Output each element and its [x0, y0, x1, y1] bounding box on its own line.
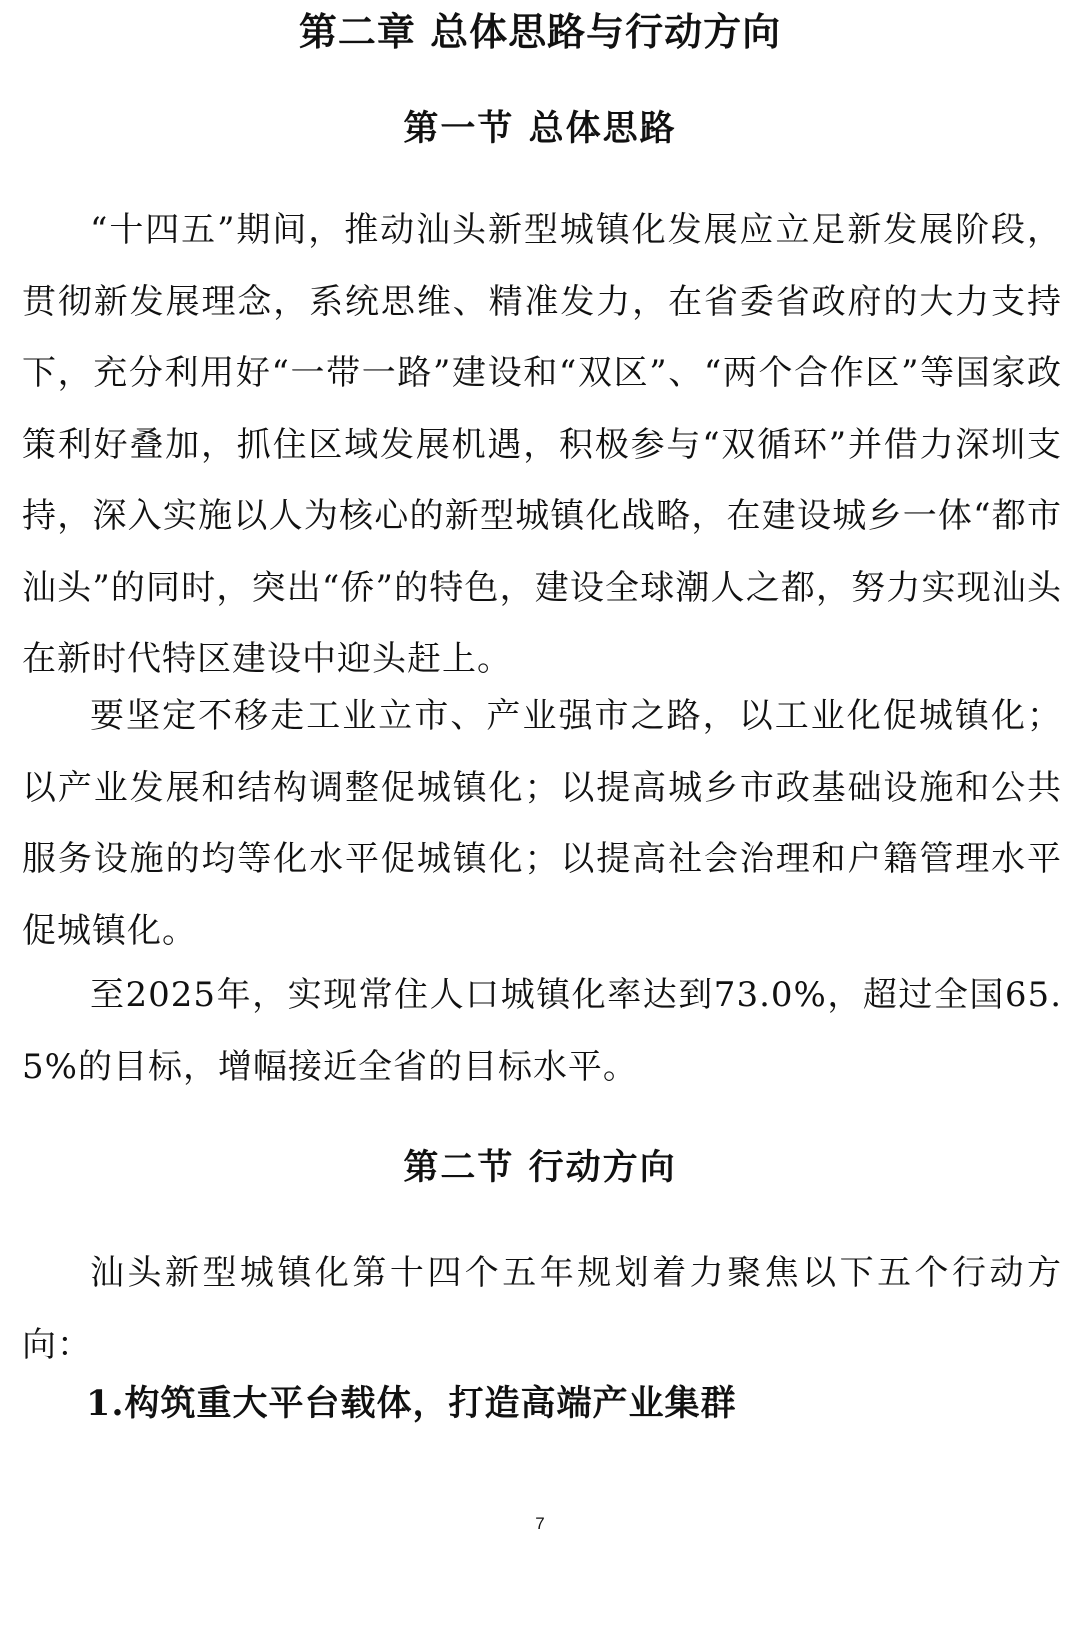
section-title-action-directions: 第二节 行动方向: [403, 1147, 677, 1188]
page-number: 7: [535, 1514, 545, 1533]
section-title-overall-approach: 第一节 总体思路: [403, 108, 677, 149]
chapter-title: 第二章 总体思路与行动方向: [298, 10, 782, 54]
paragraph-overall-approach: “十四五”期间，推动汕头新型城镇化发展应立足新发展阶段，贯彻新发展理念，系统思维、精准发力，在省委省政府的大力支持下，充分利用好“一带一路”建设和“双区”、“两个合作区”等国家政策利好叠加，抓住区域发展机遇，积极参与“双循环”并借力深圳支持，深入实施以人为核心的新型城镇化战略，在建设城乡一体“都市汕头”的同时，突出“侨”的特色，建设全球潮人之都，努力实现汕头在新时代特区建设中迎头赶上。: [22, 210, 1062, 679]
paragraph-industrialization: 要坚定不移走工业立市、产业强市之路，以工业化促城镇化；以产业发展和结构调整促城镇化；以提高城乡市政基础设施和公共服务设施的均等化水平促城镇化；以提高社会治理和户籍管理水平促城镇化。: [22, 696, 1062, 951]
paragraph-2025-target: 至2025年，实现常住人口城镇化率达到73.0%，超过全国65.5%的目标，增幅接近全省的目标水平。: [22, 975, 1062, 1087]
action-item-heading-1: 1.构筑重大平台载体，打造高端产业集群: [86, 1383, 737, 1424]
paragraph-action-intro: 汕头新型城镇化第十四个五年规划着力聚焦以下五个行动方向：: [22, 1253, 1062, 1365]
